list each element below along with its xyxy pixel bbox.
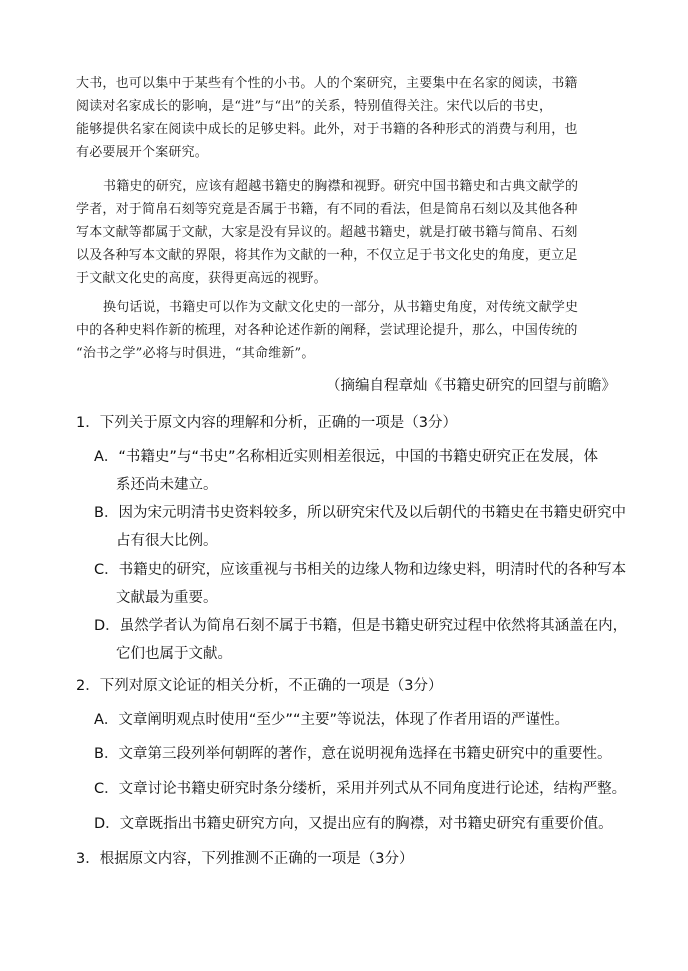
question-2-option-a — [94, 706, 624, 734]
paragraph-line: 能够提供名家在阅读中成长的足够史料。此外，对于书籍的各种形式的消费与利用，也 — [76, 122, 578, 137]
option-line: 系还尚未建立。 — [116, 477, 218, 493]
question-1-option-b — [94, 499, 624, 555]
option-line: C．文章讨论书籍史研究时条分缕析，采用并列式从不同角度进行论述，结构严整。 — [94, 781, 627, 797]
question-1-stem: 1．下列关于原文内容的理解和分析，正确的一项是（3分） — [76, 415, 457, 431]
option-line: B．文章第三段列举何朝晖的著作，意在说明视角选择在书籍史研究中的重要性。 — [94, 746, 612, 762]
question-1-option-a — [94, 443, 624, 499]
paragraph-line: 大书，也可以集中于某些有个性的小书。人的个案研究，主要集中在名家的阅读，书籍 — [76, 76, 578, 91]
passage-paragraph-3 — [76, 296, 616, 365]
question-3-stem: 3．根据原文内容，下列推测不正确的一项是（3分） — [76, 851, 414, 867]
paragraph-line: 中的各种史料作新的梳理，对各种论述作新的阐释，尝试理论提升，那么，中国传统的 — [76, 323, 578, 338]
paragraph-line: 有必要展开个案研究。 — [76, 145, 209, 160]
question-2-stem: 2．下列对原文论证的相关分析，不正确的一项是（3分） — [76, 678, 443, 694]
question-2-option-d — [94, 810, 624, 838]
source-citation: （摘编自程章灿《书籍史研究的回望与前瞻》 — [326, 378, 616, 394]
passage-paragraph-1 — [76, 72, 616, 164]
paragraph-line: 以及各种写本文献的界限，将其作为文献的一种，不仅立足于书文化史的角度，更立足 — [76, 248, 578, 263]
question-2-option-c — [94, 775, 627, 803]
paragraph-line: 书籍史的研究，应该有超越书籍史的胸襟和视野。研究中国书籍史和古典文献学的 — [103, 179, 579, 194]
paragraph-line: 于文献文化史的高度，获得更高远的视野。 — [76, 271, 327, 286]
option-line: 占有很大比例。 — [116, 533, 218, 549]
passage-paragraph-2 — [76, 175, 616, 290]
paragraph-line: 换句话说，书籍史可以作为文献文化史的一部分，从书籍史角度，对传统文献学史 — [103, 300, 579, 315]
option-line: B．因为宋元明清书史资料较多，所以研究宋代及以后朝代的书籍史在书籍史研究中 — [94, 505, 626, 521]
option-line: 它们也属于文献。 — [116, 646, 232, 662]
option-line: C．书籍史的研究，应该重视与书相关的边缘人物和边缘史料，明清时代的各种写本 — [94, 562, 627, 578]
question-2-option-b — [94, 740, 624, 768]
question-1-option-c — [94, 556, 627, 612]
option-line: D．文章既指出书籍史研究方向，又提出应有的胸襟，对书籍史研究有重要价值。 — [94, 816, 613, 832]
paragraph-line: “治书之学”必将与时俱进，“其命维新”。 — [76, 346, 315, 361]
paragraph-line: 学者，对于简帛石刻等究竟是否属于书籍，有不同的看法，但是简帛石刻以及其他各种 — [76, 202, 578, 217]
paragraph-line: 阅读对名家成长的影响，是“进”与“出”的关系，特别值得关注。宋代以后的书史， — [76, 99, 553, 114]
option-line: 文献最为重要。 — [116, 590, 218, 606]
option-line: A．“书籍史”与“书史”名称相近实则相差很远，中国的书籍史研究正在发展，体 — [94, 449, 598, 465]
option-line: D．虽然学者认为简帛石刻不属于书籍，但是书籍史研究过程中依然将其涵盖在内， — [94, 618, 628, 634]
option-line: A．文章阐明观点时使用“至少”“主要”等说法，体现了作者用语的严谨性。 — [94, 712, 569, 728]
question-1-option-d — [94, 612, 628, 668]
paragraph-line: 写本文献等都属于文献，大家是没有异议的。超越书籍史，就是打破书籍与简帛、石刻 — [76, 225, 578, 240]
